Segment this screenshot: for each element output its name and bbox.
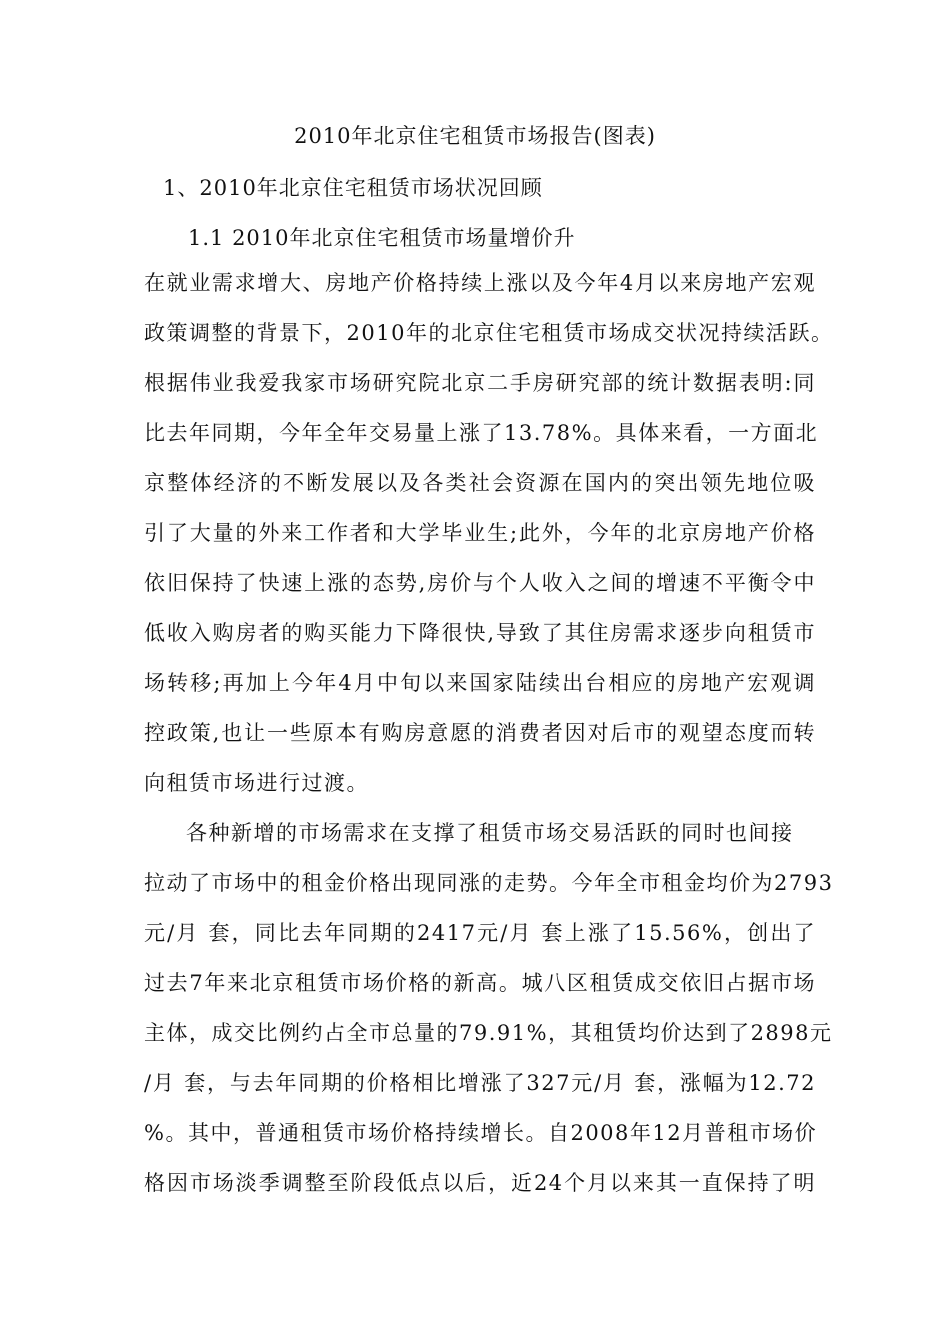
text-line: 根据伟业我爱我家市场研究院北京二手房研究部的统计数据表明:同 [144,371,816,395]
text-line: 场转移;再加上今年4月中旬以来国家陆续出台相应的房地产宏观调 [144,671,816,695]
text-line: 格因市场淡季调整至阶段低点以后，近24个月以来其一直保持了明 [144,1171,816,1195]
text-line: 过去7年来北京租赁市场价格的新高。城八区租赁成交依旧占据市场 [144,971,816,995]
text-line: 政策调整的背景下，2010年的北京住宅租赁市场成交状况持续活跃。 [144,321,834,345]
text-line: %。其中，普通租赁市场价格持续增长。自2008年12月普租市场价 [144,1121,818,1145]
text-line: 京整体经济的不断发展以及各类社会资源在国内的突出领先地位吸 [144,471,816,495]
text-line: 低收入购房者的购买能力下降很快,导致了其住房需求逐步向租赁市 [144,621,816,645]
text-line: 在就业需求增大、房地产价格持续上涨以及今年4月以来房地产宏观 [144,271,816,295]
paragraph-1 [144,258,834,808]
text-line: 向租赁市场进行过渡。 [144,771,369,795]
text-line: 元/月 套，同比去年同期的2417元/月 套上涨了15.56%，创出了 [144,921,816,945]
text-line: /月 套，与去年同期的价格相比增涨了327元/月 套，涨幅为12.72 [144,1071,816,1095]
text-line: 比去年同期，今年全年交易量上涨了13.78%。具体来看，一方面北 [144,421,819,445]
text-line: 依旧保持了快速上涨的态势,房价与个人收入之间的增速不平衡令中 [144,571,816,595]
text-line: 主体，成交比例约占全市总量的79.91%，其租赁均价达到了2898元 [144,1021,833,1045]
paragraph-2 [144,808,834,1208]
text-line: 各种新增的市场需求在支撑了租赁市场交易活跃的同时也间接 [186,821,794,845]
subsection-heading: 1.1 2010年北京住宅租赁市场量增价升 [188,226,576,250]
document-title: 2010年北京住宅租赁市场报告(图表) [294,124,656,148]
section-heading: 1、2010年北京住宅租赁市场状况回顾 [163,176,543,200]
text-line: 拉动了市场中的租金价格出现同涨的走势。今年全市租金均价为2793 [144,871,834,895]
text-line: 引了大量的外来工作者和大学毕业生;此外，今年的北京房地产价格 [144,521,816,545]
text-line: 控政策,也让一些原本有购房意愿的消费者因对后市的观望态度而转 [144,721,816,745]
